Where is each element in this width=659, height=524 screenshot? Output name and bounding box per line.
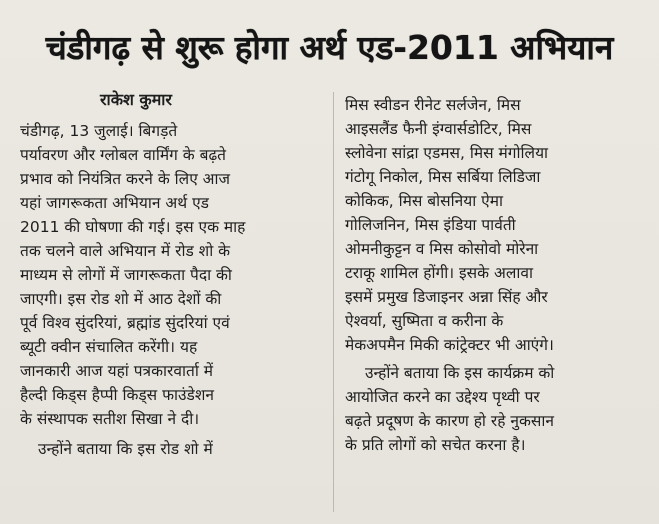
text-line: मेकअपमैन मिकी कांट्रेक्टर भी आएंगे। [345, 336, 554, 354]
text-line: 2011 की घोषणा की गई। इस एक माह [20, 218, 246, 236]
text-line: ओमनीकुट्टन व मिस कोसोवो मोरेना [345, 240, 539, 258]
text-line: उन्होंने बताया कि इस कार्यक्रम को [365, 364, 555, 382]
text-line: तक चलने वाले अभियान में रोड शो के [20, 242, 231, 260]
text-line: गंटोगू निकोल, मिस सर्बिया लिडिजा [345, 168, 541, 186]
text-line: के प्रति लोगों को सचेत करना है। [345, 436, 526, 454]
text-line: ब्यूटी क्वीन संचालित करेंगी। यह [20, 338, 198, 356]
text-line: मिस स्वीडन रीनेट सर्लजेन, मिस [345, 96, 521, 114]
text-line: टराकू शामिल होंगी। इसके अलावा [345, 264, 533, 282]
text-line: स्लोवेना सांद्रा एडमस, मिस मंगोलिया [345, 144, 549, 162]
text-line: माध्यम से लोगों में जागरूकता पैदा की [20, 266, 232, 284]
byline: राकेश कुमार [100, 90, 172, 109]
text-line: आइसलैंड फैनी इंग्वार्सडोटिर, मिस [345, 120, 532, 138]
text-line: गोलिजनिन, मिस इंडिया पार्वती [345, 216, 516, 234]
text-line: जानकारी आज यहां पत्रकारवार्ता में [20, 362, 214, 380]
text-line: इसमें प्रमुख डिजाइनर अन्ना सिंह और [345, 288, 548, 306]
text-line: पर्यावरण और ग्लोबल वार्मिंग के बढ़ते [20, 146, 227, 164]
text-line: बढ़ते प्रदूषण के कारण हो रहे नुकसान [345, 412, 554, 430]
text-line: जाएगी। इस रोड शो में आठ देशों की [20, 290, 222, 308]
text-line: उन्होंने बताया कि इस रोड शो में [38, 440, 213, 458]
text-line: चंडीगढ़, 13 जुलाई। बिगड़ते [20, 122, 178, 140]
text-line: कोकिक, मिस बोसनिया ऐमा [345, 192, 504, 210]
text-line: हैल्दी किड्स हैप्पी किड्स फाउंडेशन [20, 386, 214, 404]
text-line: के संस्थापक सतीश सिखा ने दी। [20, 410, 200, 428]
text-line: आयोजित करने का उद्देश्य पृथ्वी पर [345, 388, 540, 406]
text-line: ऐश्वर्या, सुष्मिता व करीना के [345, 312, 504, 330]
text-line: यहां जागरूकता अभियान अर्थ एड [20, 194, 209, 212]
headline: चंडीगढ़ से शुरू होगा अर्थ एड-2011 अभियान [45, 27, 614, 67]
column-divider [333, 92, 334, 512]
text-line: प्रभाव को नियंत्रित करने के लिए आज [20, 170, 231, 188]
text-line: पूर्व विश्व सुंदरियां, ब्रह्मांड सुंदरियां एवं [20, 314, 230, 332]
